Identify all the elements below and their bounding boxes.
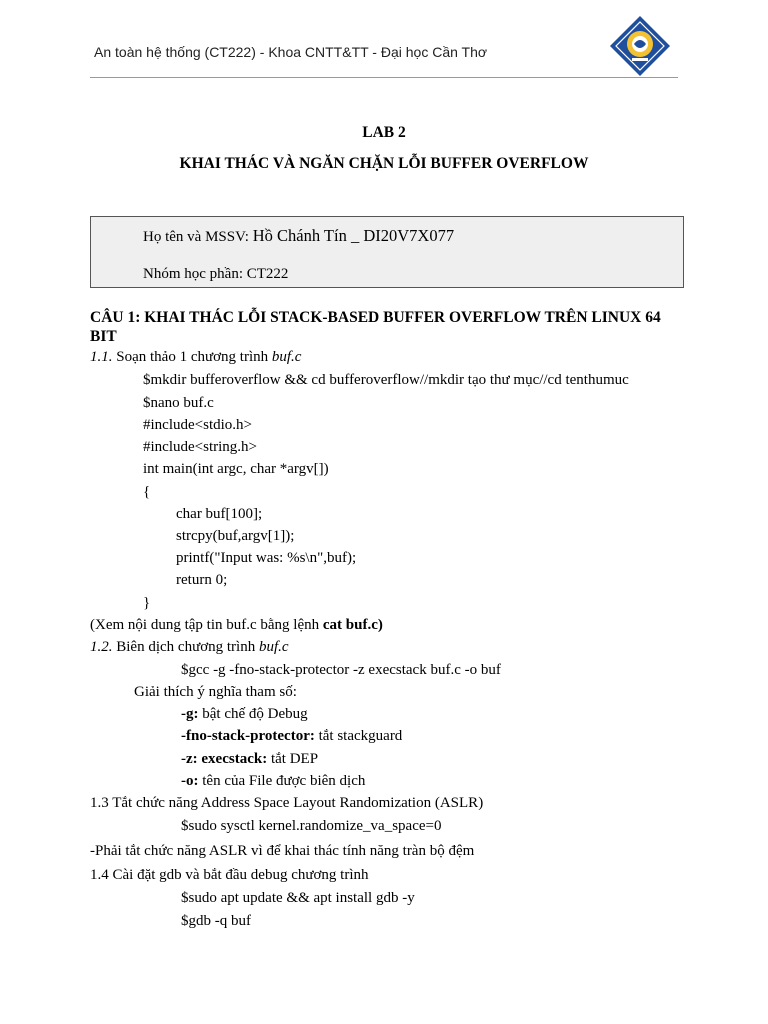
view-file-note [90, 615, 383, 635]
code-line: printf("Input was: %s\n",buf); [176, 550, 357, 566]
code-line: #include<stdio.h> [143, 417, 252, 433]
subsection-number: 1.2. [90, 639, 113, 655]
name-value: Hồ Chánh Tín _ DI20V7X077 [252, 226, 455, 245]
header-text: An toàn hệ thống (CT222) - Khoa CNTT&TT - Đại học Cần Thơ [94, 44, 488, 60]
param-flag: -fno-stack-protector: [181, 728, 315, 744]
code-line: int main(int argc, char *argv[]) [143, 461, 329, 477]
code-line: char buf[100]; [176, 506, 263, 522]
param-item [181, 749, 318, 769]
code-line: } [143, 595, 151, 611]
view-note-text: (Xem nội dung tập tin buf.c bằng lệnh [90, 617, 320, 633]
param-item [181, 771, 365, 791]
section-1-heading: CÂU 1: KHAI THÁC LỖI STACK-BASED BUFFER OVERFLOW TRÊN LINUX 64 BIT [90, 309, 661, 345]
subsection-1-1 [90, 347, 301, 367]
university-seal-icon [608, 14, 672, 78]
code-line: #include<string.h> [143, 439, 257, 455]
code-line: strcpy(buf,argv[1]); [176, 528, 295, 544]
subsection-file: buf.c [258, 639, 289, 655]
param-flag: -o: [181, 773, 199, 789]
subsection-text: Soạn thảo 1 chương trình [116, 349, 269, 365]
param-desc: tắt stackguard [318, 728, 403, 744]
param-desc: tắt DEP [270, 751, 319, 767]
gdb-command: $gdb -q buf [181, 913, 251, 929]
code-line: return 0; [176, 572, 228, 588]
apt-command: $sudo apt update && apt install gdb -y [181, 890, 415, 906]
param-item [181, 704, 308, 724]
group-line [143, 266, 288, 283]
code-line: { [143, 484, 151, 500]
gcc-command: $gcc -g -fno-stack-protector -z execstack buf.c -o buf [181, 662, 501, 678]
header-divider [90, 77, 678, 78]
student-info-box [90, 216, 684, 288]
subsection-1-4: 1.4 Cài đặt gdb và bắt đầu debug chương trình [90, 867, 369, 883]
subsection-number: 1.1. [90, 349, 113, 365]
param-desc: tên của File được biên dịch [202, 773, 366, 789]
group-value: CT222 [246, 266, 289, 282]
subsection-text: Biên dịch chương trình [116, 639, 256, 655]
subsection-1-2 [90, 637, 289, 657]
student-name-line [143, 226, 454, 246]
aslr-note: -Phải tắt chức năng ASLR vì để khai thác tính năng tràn bộ đệm [90, 843, 475, 859]
params-explanation: Giải thích ý nghĩa tham số: [134, 684, 297, 700]
view-note-command: cat buf.c) [322, 617, 383, 633]
mkdir-command: $mkdir bufferoverflow && cd bufferoverflow//mkdir tạo thư mục//cd tenthumuc [143, 372, 629, 388]
param-item [181, 726, 402, 746]
sysctl-command: $sudo sysctl kernel.randomize_va_space=0 [181, 818, 442, 834]
name-label: Họ tên và MSSV: [143, 229, 249, 245]
lab-title: LAB 2 [362, 124, 406, 141]
group-label: Nhóm học phần: [143, 266, 243, 282]
lab-subtitle: KHAI THÁC VÀ NGĂN CHẶN LỖI BUFFER OVERFLOW [179, 155, 589, 172]
param-flag: -g: [181, 706, 199, 722]
param-desc: bật chế độ Debug [202, 706, 308, 722]
subsection-1-3: 1.3 Tắt chức năng Address Space Layout Randomization (ASLR) [90, 795, 484, 811]
subsection-file: buf.c [271, 349, 302, 365]
nano-command: $nano buf.c [143, 395, 214, 411]
param-flag: -z: execstack: [181, 751, 268, 767]
